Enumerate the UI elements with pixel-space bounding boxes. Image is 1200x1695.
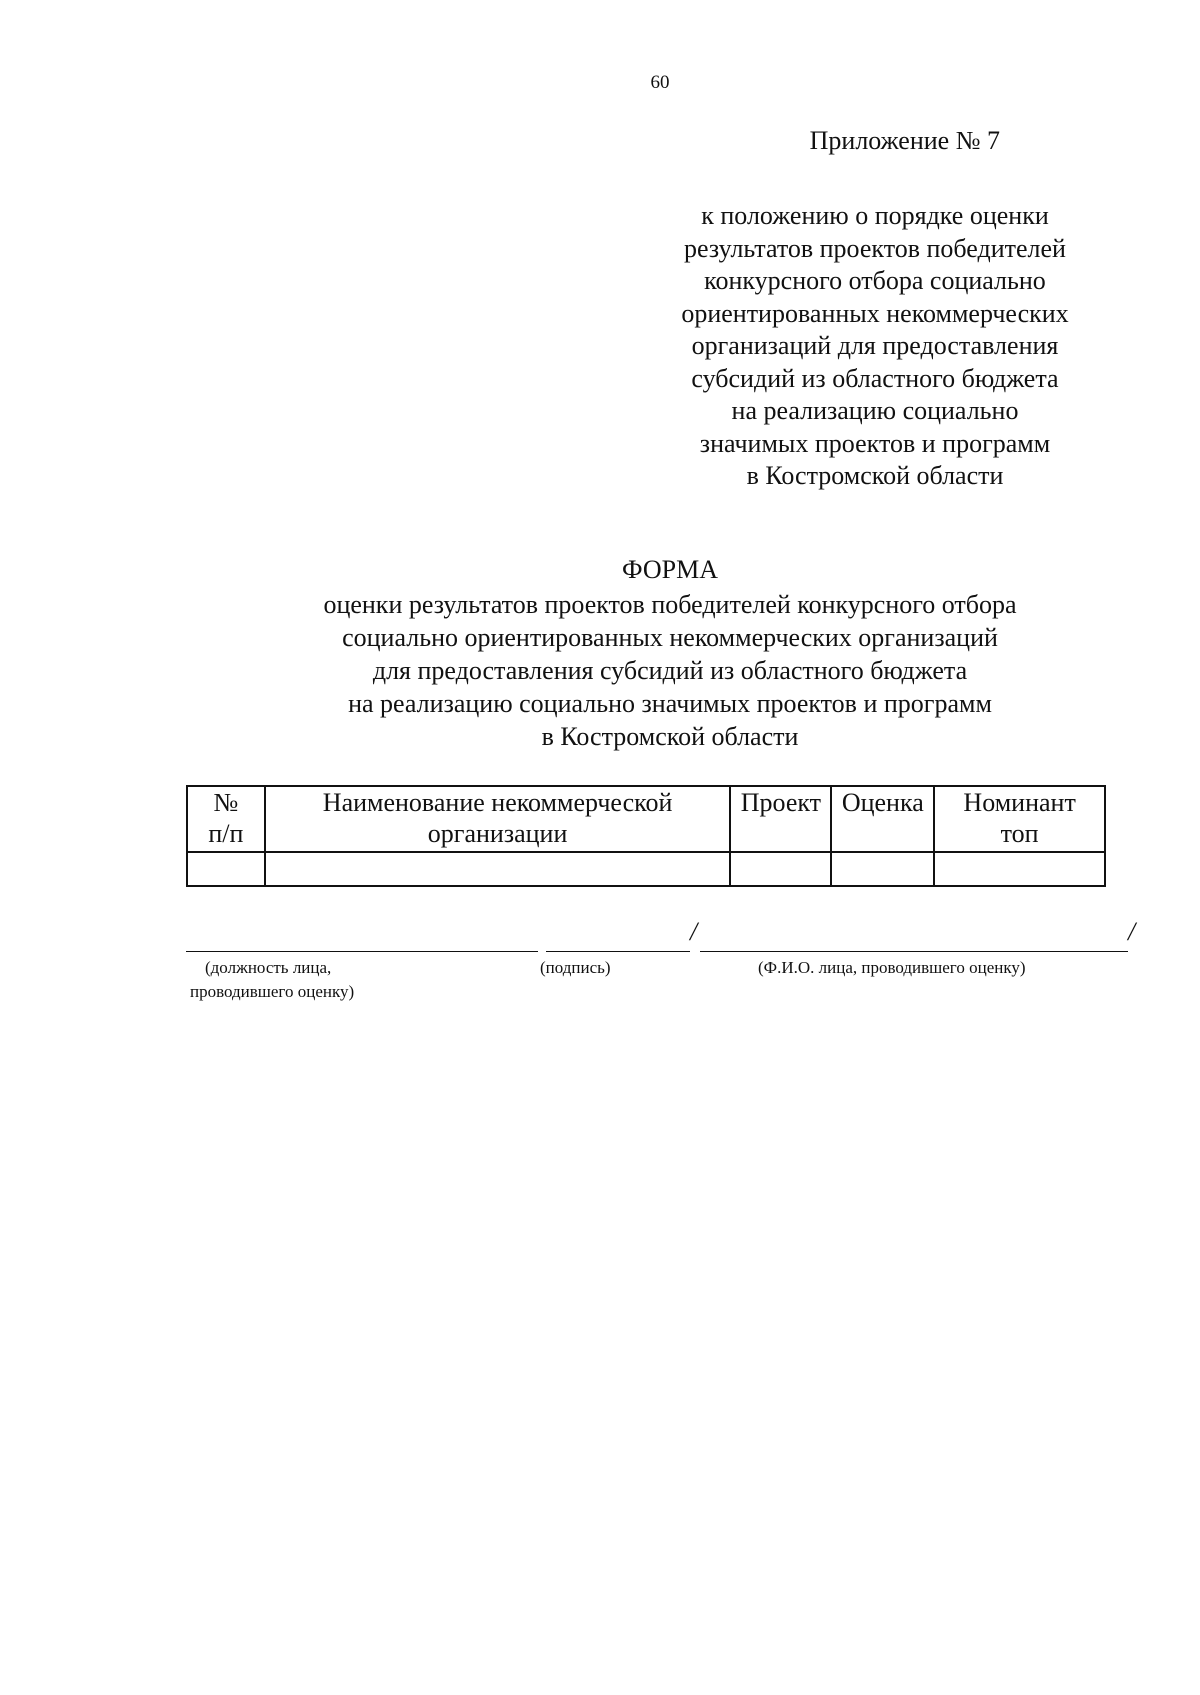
table-cell-score: [831, 852, 934, 886]
table-row: [187, 852, 1105, 886]
header-organization-name: Наименование некоммерческой организации: [265, 786, 731, 852]
appendix-description-line: к положению о порядке оценки: [701, 201, 1049, 230]
table-cell-project: [730, 852, 831, 886]
signature-slash: /: [690, 917, 698, 946]
signature-caption: (подпись): [540, 958, 611, 977]
position-caption: (должность лица,: [205, 958, 332, 977]
table-cell-organization: [265, 852, 731, 886]
form-subtitle-line: в Костромской области: [541, 722, 799, 751]
name-line: [700, 951, 1128, 952]
form-subtitle-line: на реализацию социально значимых проектов и программ: [348, 689, 992, 718]
table-header-row: [187, 786, 1105, 852]
appendix-description-line: результатов проектов победителей: [684, 233, 1066, 263]
table-cell-nominee: [934, 852, 1105, 886]
appendix-description-line: конкурсного отбора социально: [704, 266, 1046, 295]
form-subtitle-line: социально ориентированных некоммерческих организаций: [342, 623, 998, 652]
appendix-description-line: ориентированных некоммерческих: [681, 298, 1069, 328]
appendix-description-line: значимых проектов и программ: [699, 428, 1051, 458]
position-line: [186, 951, 538, 952]
page-number: 60: [650, 72, 670, 93]
table-cell-number: [187, 852, 265, 886]
form-subtitle-line: оценки результатов проектов победителей конкурсного отбора: [323, 590, 1017, 619]
header-score: Оценка: [831, 786, 934, 852]
form-subtitle-line: для предоставления субсидий из областного бюджета: [372, 656, 968, 685]
name-slash: /: [1128, 917, 1136, 946]
appendix-description-line: организаций для предоставления: [691, 331, 1059, 360]
appendix-description-line: на реализацию социально: [731, 396, 1019, 425]
header-nominee-top: Номинант топ: [934, 786, 1105, 852]
signature-line: [546, 951, 690, 952]
evaluation-table: [186, 785, 1106, 887]
appendix-description-line: в Костромской области: [746, 461, 1004, 490]
position-caption-continuation: проводившего оценку): [190, 982, 355, 1001]
form-title: ФОРМА: [622, 555, 718, 584]
appendix-description: [640, 200, 1110, 493]
header-number: № п/п: [187, 786, 265, 852]
appendix-description-line: субсидий из областного бюджета: [691, 363, 1059, 393]
form-subtitle: [200, 588, 1140, 753]
appendix-title: Приложение № 7: [809, 126, 1000, 155]
header-project: Проект: [730, 786, 831, 852]
name-caption: (Ф.И.О. лица, проводившего оценку): [758, 958, 1026, 977]
